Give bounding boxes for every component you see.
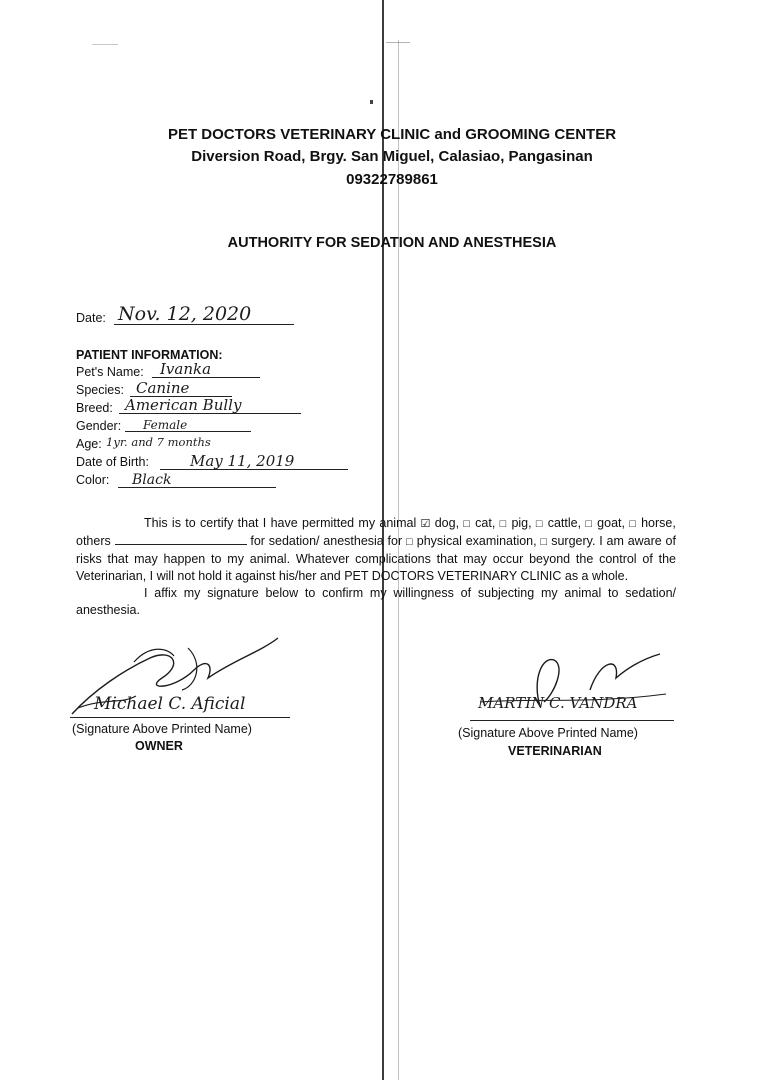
owner-role-label: OWNER <box>135 739 183 753</box>
pig-checkbox[interactable]: □ <box>499 518 508 530</box>
color-field[interactable]: Black <box>118 473 276 488</box>
scan-speck <box>386 42 410 43</box>
document-title: AUTHORITY FOR SEDATION AND ANESTHESIA <box>227 235 557 251</box>
goat-option-label: goat, <box>597 516 625 530</box>
dob-label: Date of Birth: <box>76 455 149 469</box>
for-sedation-text: for sedation/ anesthesia for <box>250 534 403 548</box>
age-label: Age: <box>76 437 102 451</box>
pet-name-field[interactable]: Ivanka <box>152 362 260 378</box>
cattle-checkbox[interactable]: □ <box>535 518 544 530</box>
breed-field[interactable]: American Bully <box>119 398 301 414</box>
scan-speck <box>370 100 373 104</box>
physical-exam-label: physical examination, <box>416 534 537 548</box>
horse-checkbox[interactable]: □ <box>629 518 637 530</box>
scan-speck <box>92 44 118 45</box>
dob-field[interactable]: May 11, 2019 <box>160 454 348 470</box>
date-label: Date: <box>76 311 106 325</box>
cat-option-label: cat, <box>475 516 496 530</box>
consent-risk-text: I am aware of risks that may happen to my animal. Whatever complications that may occur beyond the control of the Veterinarian, I will not hold it against his/her and PET DOCTORS VETERINARY CLINIC as a whole. <box>76 534 676 583</box>
vet-role-label: VETERINARIAN <box>508 744 602 758</box>
consent-intro-text: This is to certify that I have permitted my animal <box>144 516 421 530</box>
vet-signature-line[interactable] <box>470 720 674 721</box>
consent-paragraph <box>76 515 676 619</box>
clinic-name: PET DOCTORS VETERINARY CLINIC and GROOMING CENTER <box>167 126 617 143</box>
vet-printed-name: MARTIN C. VANDRA <box>478 694 638 712</box>
clinic-phone: 09322789861 <box>346 171 438 188</box>
species-label: Species: <box>76 383 124 397</box>
dog-checkbox[interactable]: ☑ <box>420 518 431 530</box>
owner-signature-caption: (Signature Above Printed Name) <box>72 722 252 736</box>
owner-signature-line[interactable] <box>70 717 290 718</box>
owner-printed-name: Michael C. Aficial <box>94 694 246 714</box>
goat-checkbox[interactable]: □ <box>585 518 593 530</box>
cattle-option-label: cattle, <box>547 516 582 530</box>
clinic-address: Diversion Road, Brgy. San Miguel, Calasiao, Pangasinan <box>191 148 593 165</box>
physical-exam-checkbox[interactable]: □ <box>405 536 413 548</box>
vet-signature-caption: (Signature Above Printed Name) <box>458 726 638 740</box>
surgery-checkbox[interactable]: □ <box>540 536 548 548</box>
pet-name-label: Pet's Name: <box>76 365 144 379</box>
horse-others-label: horse, others <box>76 516 676 548</box>
signature-affirmation: I affix my signature below to confirm my willingness of subjecting my animal to sedation/ anesthesia. <box>76 586 676 617</box>
pig-option-label: pig, <box>511 516 532 530</box>
age-field[interactable]: 1yr. and 7 months <box>106 435 211 449</box>
date-field[interactable]: Nov. 12, 2020 <box>114 305 294 325</box>
gender-field[interactable]: Female <box>125 419 251 432</box>
breed-label: Breed: <box>76 401 113 415</box>
patient-info-heading: PATIENT INFORMATION: <box>76 348 223 362</box>
species-field[interactable]: Canine <box>130 381 232 397</box>
dog-option-label: dog, <box>434 516 460 530</box>
gender-label: Gender: <box>76 419 122 433</box>
others-blank-field[interactable] <box>115 544 247 545</box>
color-label: Color: <box>76 473 110 487</box>
cat-checkbox[interactable]: □ <box>463 518 471 530</box>
surgery-label: surgery. <box>551 534 596 548</box>
